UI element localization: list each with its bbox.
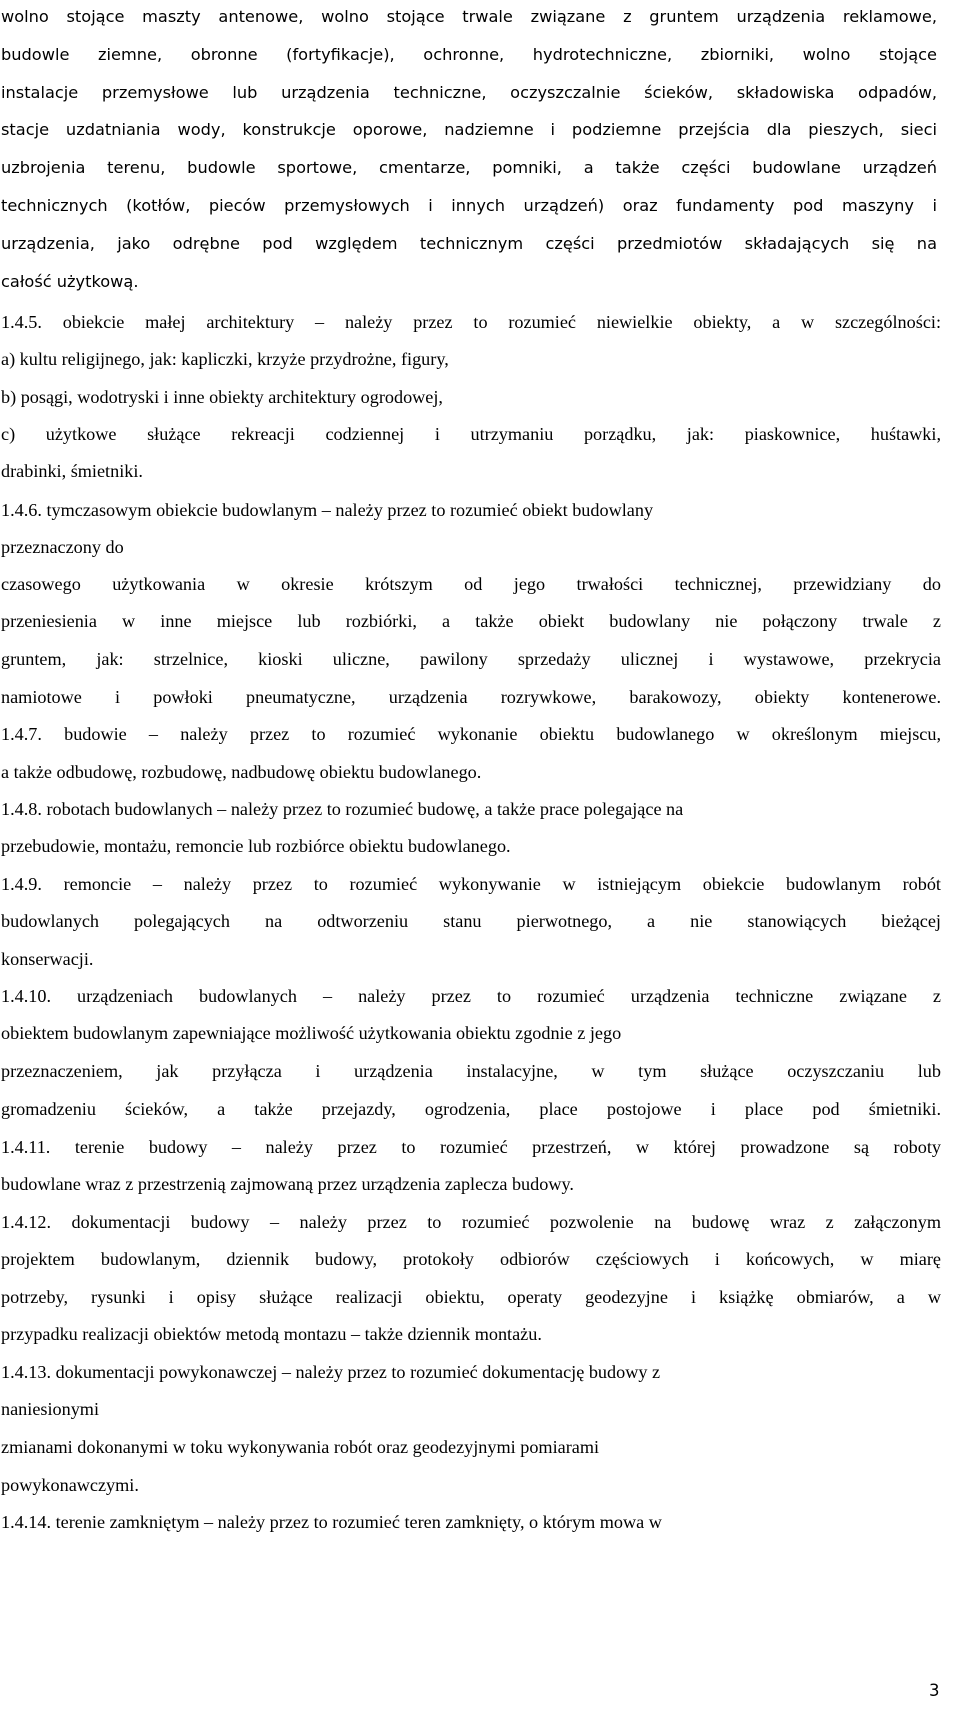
text-line: instalacje przemysłowe lub urządzenia techniczne, oczyszczalnie ścieków, składowiska odpadów,: [1, 83, 937, 102]
text-line: 1.4.14. terenie zamkniętym – należy przez to rozumieć teren zamknięty, o którym mowa w: [1, 1512, 662, 1532]
text-line: gruntem, jak: strzelnice, kioski uliczne, pawilony sprzedaży ulicznej i wystawowe, przekrycia: [1, 649, 941, 669]
text-line: przeznaczeniem, jak przyłącza i urządzenia instalacyjne, w tym służące oczyszczaniu lub: [1, 1061, 941, 1081]
text-line: technicznych (kotłów, pieców przemysłowych i innych urządzeń) oraz fundamenty pod maszyny i: [1, 196, 937, 215]
text-line: czasowego użytkowania w okresie krótszym od jego trwałości technicznej, przewidziany do: [1, 574, 941, 594]
text-line: stacje uzdatniania wody, konstrukcje oporowe, nadziemne i podziemne przejścia dla pieszych, sieci: [1, 120, 937, 139]
text-line: przypadku realizacji obiektów metodą montazu – także dziennik montażu.: [1, 1324, 542, 1344]
text-line: 1.4.6. tymczasowym obiekcie budowlanym – należy przez to rozumieć obiekt budowlany: [1, 500, 654, 520]
text-line: przebudowie, montażu, remoncie lub rozbiórce obiektu budowlanego.: [1, 836, 511, 856]
text-line: 1.4.13. dokumentacji powykonawczej – należy przez to rozumieć dokumentację budowy z: [1, 1362, 661, 1382]
text-line: potrzeby, rysunki i opisy służące realizacji obiektu, operaty geodezyjne i książkę obmiarów, a w: [1, 1287, 941, 1307]
text-line: 1.4.12. dokumentacji budowy – należy przez to rozumieć pozwolenie na budowę wraz z załączonym: [1, 1212, 941, 1232]
text-line: gromadzeniu ścieków, a także przejazdy, ogrodzenia, place postojowe i place pod śmietniki.: [1, 1099, 941, 1119]
text-line: obiektem budowlanym zapewniające możliwość użytkowania obiektu zgodnie z jego: [1, 1023, 622, 1043]
text-line: budowlane wraz z przestrzenią zajmowaną przez urządzenia zaplecza budowy.: [1, 1174, 574, 1194]
text-line: 1.4.5. obiekcie małej architektury – należy przez to rozumieć niewielkie obiekty, a w szczególności:: [1, 312, 941, 332]
text-line: przeniesienia w inne miejsce lub rozbiórki, a także obiekt budowlany nie połączony trwale z: [1, 611, 941, 631]
text-line: wolno stojące maszty antenowe, wolno stojące trwale związane z gruntem urządzenia reklamowe,: [1, 7, 937, 26]
text-line: konserwacji.: [1, 949, 94, 969]
text-line: drabinki, śmietniki.: [1, 461, 143, 481]
text-line: b) posągi, wodotryski i inne obiekty architektury ogrodowej,: [1, 387, 443, 407]
text-line: powykonawczymi.: [1, 1475, 139, 1495]
text-line: zmianami dokonanymi w toku wykonywania robót oraz geodezyjnymi pomiarami: [1, 1437, 600, 1457]
text-line: 1.4.11. terenie budowy – należy przez to rozumieć przestrzeń, w której prowadzone są roboty: [1, 1137, 941, 1157]
text-line: budowlanych polegających na odtworzeniu stanu pierwotnego, a nie stanowiących bieżącej: [1, 911, 941, 931]
text-line: 1.4.7. budowie – należy przez to rozumieć wykonanie obiektu budowlanego w określonym miejscu,: [1, 724, 941, 744]
text-line: 1.4.10. urządzeniach budowlanych – należy przez to rozumieć urządzenia techniczne związane z: [1, 986, 941, 1006]
text-line: namiotowe i powłoki pneumatyczne, urządzenia rozrywkowe, barakowozy, obiekty kontenerowe.: [1, 687, 941, 707]
page-number: 3: [929, 1681, 940, 1700]
text-line: 1.4.8. robotach budowlanych – należy przez to rozumieć budowę, a także prace polegające na: [1, 799, 684, 819]
text-line: urządzenia, jako odrębne pod względem technicznym części przedmiotów składających się na: [1, 234, 937, 253]
text-line: uzbrojenia terenu, budowle sportowe, cmentarze, pomniki, a także części budowlane urządzeń: [1, 158, 937, 177]
text-line: a) kultu religijnego, jak: kapliczki, krzyże przydrożne, figury,: [1, 349, 449, 369]
text-line: c) użytkowe służące rekreacji codziennej i utrzymaniu porządku, jak: piaskownice, huśtawki,: [1, 424, 941, 444]
text-line: przeznaczony do: [1, 537, 124, 557]
text-line: 1.4.9. remoncie – należy przez to rozumieć wykonywanie w istniejącym obiekcie budowlanym robót: [1, 874, 941, 894]
text-line: całość użytkową.: [1, 272, 139, 291]
text-line: budowle ziemne, obronne (fortyfikacje), ochronne, hydrotechniczne, zbiorniki, wolno stojące: [1, 45, 937, 64]
text-line: projektem budowlanym, dziennik budowy, protokoły odbiorów częściowych i końcowych, w miarę: [1, 1249, 941, 1269]
text-line: naniesionymi: [1, 1399, 99, 1419]
text-line: a także odbudowę, rozbudowę, nadbudowę obiektu budowlanego.: [1, 762, 482, 782]
